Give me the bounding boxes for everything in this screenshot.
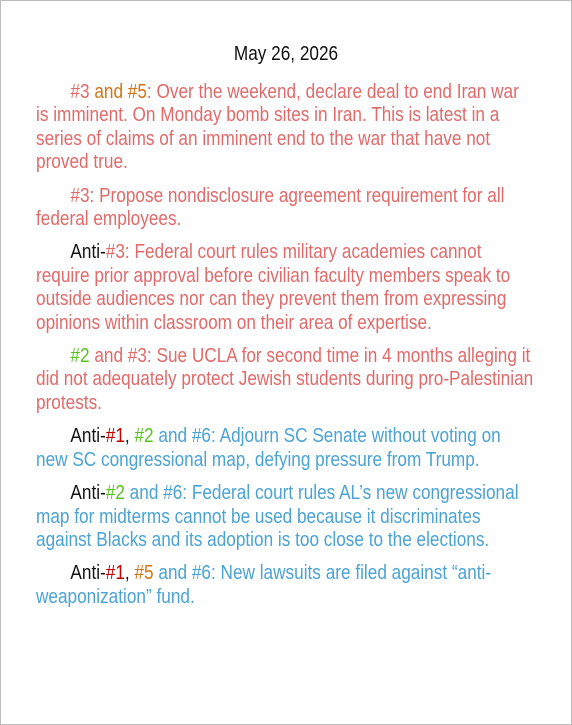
entry-segment: Anti- — [70, 241, 106, 264]
entry-list — [36, 81, 535, 619]
entry-segment: #1 — [105, 425, 125, 448]
entry-segment: Anti- — [70, 562, 106, 585]
entry-paragraph — [36, 345, 535, 415]
entry-segment: #3: Propose nondisclosure agreement requirement for all federal employees. — [36, 184, 505, 231]
entry-segment: #2 — [70, 345, 90, 368]
entry-segment: #1 — [105, 562, 125, 585]
entry-paragraph — [36, 425, 535, 472]
entry-segment: Anti- — [70, 425, 106, 448]
entry-segment: and #6: Federal court rules AL’s new congressional map for midterms cannot be used because it discriminates against Blacks and its adoption is too close to the elections. — [36, 482, 519, 551]
document-date: May 26, 2026 — [233, 43, 339, 65]
entry-segment: and #6: Adjourn SC Senate without voting on new SC congressional map, defying pressure from Trump. — [36, 425, 501, 471]
entry-segment: and #6: New lawsuits are filed against “anti-weaponization” fund. — [36, 562, 492, 608]
entry-paragraph — [36, 81, 535, 175]
entry-paragraph — [36, 185, 535, 232]
entry-segment: #3: Federal court rules military academies cannot require prior approval before civilian faculty members speak to outside audiences nor can they prevent them from expressing opinions within classroom on their area of expertise. — [36, 241, 511, 334]
entry-paragraph — [36, 482, 535, 552]
entry-segment: Anti- — [70, 482, 106, 505]
entry-segment: : Over the weekend, declare deal to end Iran war is imminent. On Monday bomb sites in Iran. This is latest in a series of claims of an imminent end to the war that have not proved true. — [36, 81, 519, 174]
entry-paragraph — [36, 241, 535, 335]
entry-segment: #3 — [70, 81, 95, 103]
entry-segment: and #5 — [94, 81, 147, 103]
entry-segment: and #3: Sue UCLA for second time in 4 months alleging it did not adequately protect Jewish students during pro-Palestinian protests. — [36, 345, 534, 414]
entry-paragraph — [36, 562, 535, 609]
entry-segment: #2 — [105, 482, 125, 505]
entry-segment: #5 — [134, 562, 154, 585]
entry-segment: , — [124, 562, 135, 585]
entry-segment: #2 — [134, 425, 154, 448]
entry-segment: , — [124, 425, 135, 448]
